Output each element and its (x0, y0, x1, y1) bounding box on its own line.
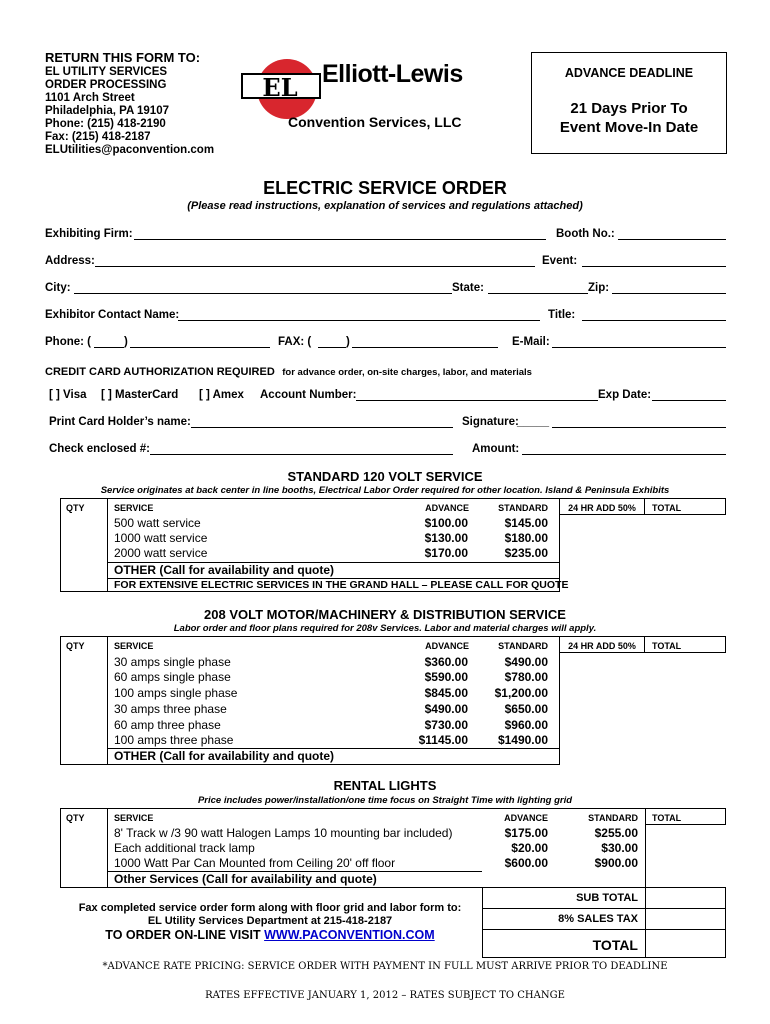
logo-subtitle: Convention Services, LLC (288, 114, 462, 130)
email-label: E-Mail: (512, 336, 550, 348)
total-header: TOTAL (652, 641, 682, 651)
row-divider (482, 929, 726, 930)
qty-header: QTY (66, 641, 85, 651)
extensive-note: FOR EXTENSIVE ELECTRIC SERVICES IN THE GRAND HALL – PLEASE CALL FOR QUOTE (114, 579, 569, 591)
online-prefix: TO ORDER ON-LINE VISIT (105, 928, 265, 942)
amount-label: Amount: (472, 443, 520, 455)
exp-date-label: Exp Date: (598, 389, 652, 401)
service-row: 30 amps single phase (114, 655, 231, 669)
account-number-label: Account Number: (260, 389, 357, 401)
service-header: SERVICE (114, 813, 154, 823)
service-row: 500 watt service (114, 516, 201, 530)
signature-field[interactable] (552, 427, 726, 428)
exhibiting-firm-field[interactable] (134, 239, 546, 240)
advance-header: ADVANCE (425, 641, 469, 651)
address-line: Philadelphia, PA 19107 (45, 105, 169, 117)
address-line: ORDER PROCESSING (45, 79, 167, 91)
total-label: TOTAL (592, 937, 638, 953)
advance-price: $20.00 (511, 841, 548, 855)
advance-price: $600.00 (504, 856, 548, 870)
amex-checkbox[interactable]: [ ] Amex (199, 389, 244, 401)
24hr-header: 24 HR ADD 50% (568, 503, 636, 513)
visa-checkbox[interactable]: [ ] Visa (49, 389, 87, 401)
phone-area-field[interactable] (94, 347, 124, 348)
section-lights-note: Price includes power/installation/one time focus on Straight Time with lighting grid (197, 795, 573, 806)
address-line: EL UTILITY SERVICES (45, 66, 168, 78)
qty-header: QTY (66, 503, 85, 513)
advance-price: $845.00 (424, 686, 468, 700)
mastercard-checkbox[interactable]: [ ] MasterCard (101, 389, 179, 401)
state-field[interactable] (488, 293, 588, 294)
advance-price: $730.00 (424, 718, 468, 732)
advance-price: $1145.00 (418, 733, 468, 747)
standard-price: $960.00 (504, 718, 548, 732)
standard-price: $255.00 (594, 826, 638, 840)
zip-field[interactable] (612, 293, 726, 294)
standard-header: STANDARD (498, 641, 548, 651)
signature-underscores: _____ (517, 416, 549, 428)
return-label: RETURN THIS FORM TO: (45, 50, 201, 65)
contact-name-field[interactable] (178, 320, 540, 321)
exhibiting-firm-label: Exhibiting Firm: (45, 228, 133, 240)
deadline-line-1: 21 Days Prior To (570, 100, 688, 117)
other-row: OTHER (Call for availability and quote) (114, 563, 335, 577)
signature-label: Signature: (462, 416, 519, 428)
credit-card-title: CREDIT CARD AUTHORIZATION REQUIRED (45, 366, 275, 378)
address-line: Fax: (215) 418-2187 (45, 131, 151, 143)
address-line: Phone: (215) 418-2190 (45, 118, 166, 130)
service-row: 8' Track w /3 90 watt Halogen Lamps 10 mounting bar included) (114, 826, 453, 840)
address-line: ELUtilities@paconvention.com (45, 144, 215, 156)
section-208-heading: 208 VOLT MOTOR/MACHINERY & DISTRIBUTION SERVICE (204, 607, 566, 622)
website-link[interactable]: WWW.PACONVENTION.COM (264, 928, 435, 942)
logo-mark: EL (262, 73, 298, 102)
sales-tax-label: 8% SALES TAX (558, 913, 638, 925)
credit-card-note: for advance order, on-site charges, labor, and materials (282, 367, 532, 378)
logo-name: Elliott-Lewis (322, 60, 463, 88)
qty-header: QTY (66, 813, 85, 823)
fax-paren: ) (346, 336, 350, 348)
address-line: 1101 Arch Street (45, 92, 135, 104)
check-field[interactable] (150, 454, 453, 455)
section-lights-heading: RENTAL LIGHTS (333, 778, 437, 793)
exp-date-field[interactable] (652, 400, 726, 401)
state-label: State: (452, 282, 484, 294)
advance-price: $175.00 (504, 826, 548, 840)
page-title: ELECTRIC SERVICE ORDER (263, 178, 507, 198)
row-divider (482, 908, 726, 909)
standard-price: $780.00 (504, 670, 548, 684)
standard-price: $490.00 (504, 655, 548, 669)
24hr-header: 24 HR ADD 50% (568, 641, 636, 651)
card-holder-field[interactable] (191, 427, 453, 428)
fax-label: FAX: ( (278, 336, 312, 348)
email-field[interactable] (552, 347, 726, 348)
total-header: TOTAL (652, 813, 682, 823)
title-label: Title: (548, 309, 576, 321)
deadline-heading: ADVANCE DEADLINE (564, 66, 694, 80)
subtotal-label: SUB TOTAL (576, 892, 638, 904)
other-row: Other Services (Call for availability and quote) (114, 872, 377, 886)
company-logo (240, 54, 490, 134)
rates-effective-note: RATES EFFECTIVE JANUARY 1, 2012 – RATES SUBJECT TO CHANGE (205, 990, 565, 1001)
event-label: Event: (542, 255, 578, 267)
phone-paren: ) (124, 336, 128, 348)
service-row: 1000 watt service (114, 531, 208, 545)
booth-no-label: Booth No.: (556, 228, 615, 240)
page-subtitle: (Please read instructions, explanation of services and regulations attached) (187, 200, 583, 212)
account-number-field[interactable] (356, 400, 598, 401)
contact-name-label: Exhibitor Contact Name: (45, 309, 180, 321)
fax-area-field[interactable] (318, 347, 346, 348)
deadline-line-2: Event Move-In Date (559, 119, 699, 136)
standard-price: $900.00 (594, 856, 638, 870)
advance-price: $590.00 (424, 670, 468, 684)
service-row: 30 amps three phase (114, 702, 227, 716)
credit-card-heading (45, 362, 532, 380)
check-label: Check enclosed #: (49, 443, 150, 455)
service-row: 100 amps three phase (114, 733, 234, 747)
fax-field[interactable] (352, 347, 498, 348)
booth-no-field[interactable] (618, 239, 726, 240)
address-label: Address: (45, 255, 95, 267)
advance-price: $130.00 (424, 531, 468, 545)
advance-pricing-note: *ADVANCE RATE PRICING: SERVICE ORDER WITH PAYMENT IN FULL MUST ARRIVE PRIOR TO DEADLINE (102, 961, 668, 972)
section-120-heading: STANDARD 120 VOLT SERVICE (287, 469, 483, 484)
service-row: 2000 watt service (114, 546, 208, 560)
advance-header: ADVANCE (425, 503, 469, 513)
event-field[interactable] (582, 266, 726, 267)
service-row: 60 amps single phase (114, 670, 231, 684)
deadline-box (531, 52, 727, 154)
phone-field[interactable] (130, 347, 270, 348)
advance-price: $360.00 (424, 655, 468, 669)
title-field[interactable] (582, 320, 726, 321)
advance-header: ADVANCE (504, 813, 548, 823)
standard-price: $30.00 (601, 841, 638, 855)
service-row: Each additional track lamp (114, 841, 255, 855)
totals-value-box[interactable] (645, 887, 726, 958)
service-header: SERVICE (114, 503, 154, 513)
standard-header: STANDARD (498, 503, 548, 513)
advance-price: $490.00 (424, 702, 468, 716)
city-label: City: (45, 282, 71, 294)
advance-price: $170.00 (424, 546, 468, 560)
phone-label: Phone: ( (45, 336, 91, 348)
service-row: 60 amp three phase (114, 718, 221, 732)
service-row: 1000 Watt Par Can Mounted from Ceiling 20' off floor (114, 856, 396, 870)
standard-header: STANDARD (588, 813, 638, 823)
city-field[interactable] (74, 293, 452, 294)
address-field[interactable] (95, 266, 535, 267)
total-header: TOTAL (652, 503, 682, 513)
standard-price: $1490.00 (497, 733, 548, 747)
advance-price: $100.00 (424, 516, 468, 530)
online-order-line (60, 928, 480, 942)
zip-label: Zip: (588, 282, 610, 294)
standard-price: $650.00 (504, 702, 548, 716)
amount-field[interactable] (522, 454, 726, 455)
service-row: 100 amps single phase (114, 686, 238, 700)
fax-number-line: EL Utility Services Department at 215-418-2187 (147, 915, 393, 927)
card-holder-label: Print Card Holder’s name: (49, 416, 191, 428)
standard-price: $1,200.00 (494, 686, 548, 700)
other-row: OTHER (Call for availability and quote) (114, 749, 335, 763)
section-120-note: Service originates at back center in line booths, Electrical Labor Order required for other location. Island & Peninsula Exhibits (100, 485, 670, 496)
qty-column[interactable] (60, 636, 108, 765)
standard-price: $180.00 (504, 531, 548, 545)
service-header: SERVICE (114, 641, 154, 651)
return-address (45, 66, 214, 157)
standard-price: $145.00 (504, 516, 548, 530)
standard-price: $235.00 (504, 546, 548, 560)
fax-instructions: Fax completed service order form along with floor grid and labor form to: (78, 902, 462, 914)
section-208-note: Labor order and floor plans required for 208v Services. Labor and material charges will apply. (173, 623, 597, 634)
